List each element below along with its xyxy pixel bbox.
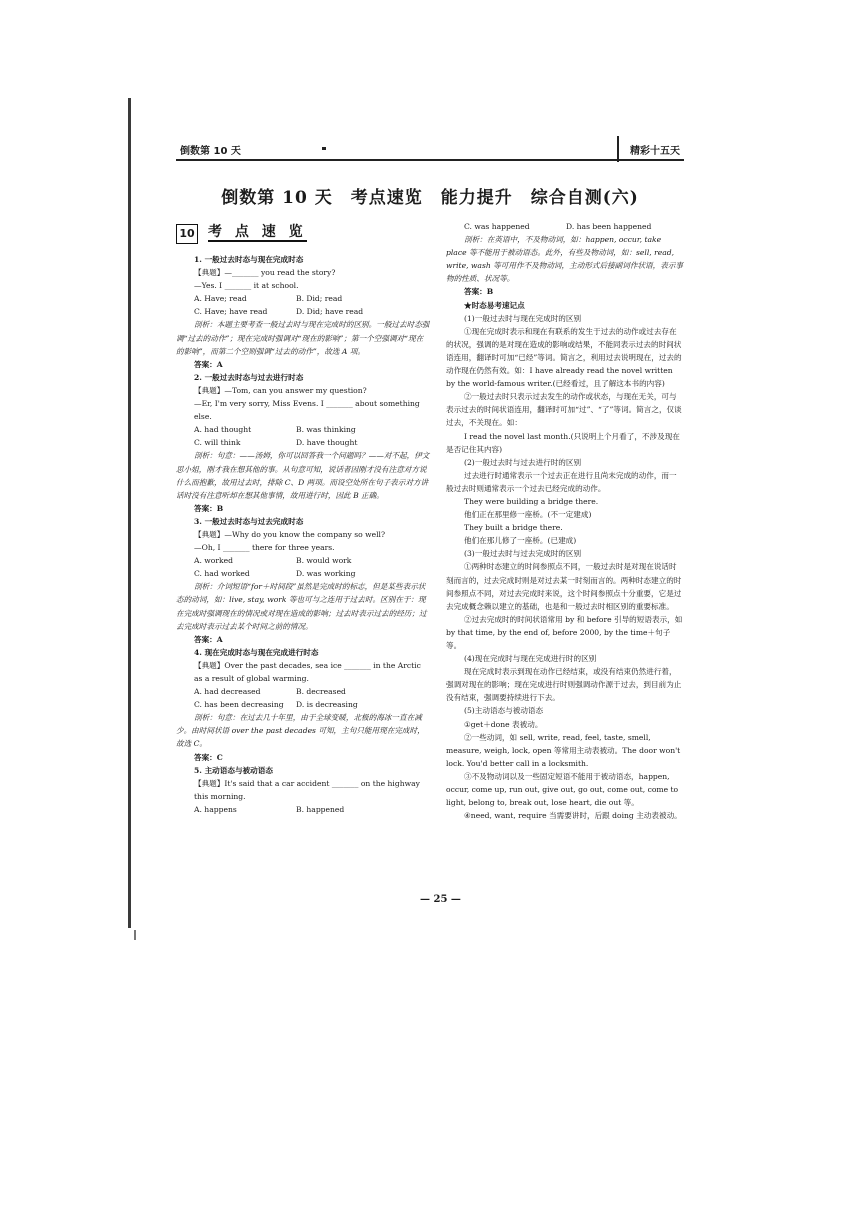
running-header-left: 倒数第 10 天 <box>180 146 241 157</box>
topic-heading: 3. 一般过去时态与过去完成时态 <box>194 516 304 526</box>
answer-options <box>176 685 430 698</box>
note-text: They were building a bridge there. <box>464 496 599 506</box>
left-column <box>176 220 430 816</box>
option-text: C. was happened <box>464 222 530 231</box>
note-text: ②一些动词，如 sell, write, read, feel, taste, smell, measure, weigh, lock, open 等常用主动表被动。The door won't lock. You'd better call in a locksmith. <box>446 732 681 768</box>
note-text: ①现在完成时表示和现在有联系的发生于过去的动作或过去存在的状况，强调的是对现在造成的影响或结果，不能同表示过去的时间状语连用，翻译时可加“已经”等词。简言之，利用过去说明现在，过去的动作现在仍然有效。如：I have already read the novel written by the world-famous writer.(已经看过，且了解这本书的内容) <box>446 326 682 389</box>
note-text: I read the novel last month.(只说明上个月看了，不涉及现在是否记住其内容) <box>446 431 680 454</box>
header-rule <box>176 159 684 161</box>
answer-options <box>176 567 430 580</box>
answer-options <box>176 436 430 449</box>
paragraph: (3)一般过去时与过去完成时的区别 <box>464 549 582 559</box>
option-text: C. has been decreasing <box>194 700 284 710</box>
answer-text: 答案：B <box>194 503 224 513</box>
option-text: B. happened <box>296 804 345 814</box>
analysis-text: 剖析：本题主要考查一般过去时与现在完成时的区别。一般过去时态强调“过去的动作”；现在完成时强调对“现在的影响”；第一个空强调对“现在的影响”，而第二个空则强调“过去的动作”，故选 A 项。 <box>176 320 430 356</box>
answer-options <box>176 292 430 305</box>
paragraph: (5)主动语态与被动语态 <box>464 706 544 716</box>
option-text: A. had thought <box>194 425 252 435</box>
answer-text: 答案：C <box>194 752 223 762</box>
question-stem: 【典题】—Why do you know the company so well? <box>194 529 386 539</box>
question-stem: 【典题】—_______ you read the story? <box>194 268 336 278</box>
topic-heading: 4. 现在完成时态与现在完成进行时态 <box>194 647 319 657</box>
option-text: A. Have; read <box>194 294 247 304</box>
answer-options <box>176 305 430 318</box>
answer-options <box>176 423 430 436</box>
paragraph: (1)一般过去时与现在完成时的区别 <box>464 313 582 323</box>
analysis-text: 剖析：句意：在过去几十年里，由于全球变暖，北极的海冰一直在减少。由时间状语 over the past decades 可知，主句只能用现在完成时，故选 C。 <box>176 713 425 749</box>
topic-heading: 2. 一般过去时态与过去进行时态 <box>194 372 304 382</box>
paragraph: —Oh, I _______ there for three years. <box>194 543 335 553</box>
note-text: 现在完成时表示到现在动作已经结束，或没有结束仍然进行着，强调对现在的影响；现在完成进行时则强调动作源于过去，到目前为止没有结束，强调要持续进行下去。 <box>446 667 682 703</box>
question-stem: 【典题】Over the past decades, sea ice _______ in the Arctic as a result of global warming. <box>194 660 421 683</box>
section-header <box>176 224 430 244</box>
option-text: D. was working <box>296 569 356 579</box>
answer-options <box>176 803 430 816</box>
section-number-badge: 10 <box>176 224 198 244</box>
note-text: 他们正在那里修一座桥。(不一定建成) <box>464 510 592 520</box>
option-text: C. will think <box>194 438 241 448</box>
note-text: 他们在那儿修了一座桥。(已建成) <box>464 536 577 546</box>
option-text: D. has been happened <box>566 222 652 231</box>
option-text: B. would work <box>296 556 352 566</box>
option-text: A. had decreased <box>194 687 261 697</box>
page-title: 倒数第 10 天 考点速览 能力提升 综合自测(六) <box>221 188 639 208</box>
section-title: 考 点 速 览 <box>208 226 307 242</box>
topic-heading: 1. 一般过去时态与现在完成时态 <box>194 255 304 264</box>
header-dot <box>322 147 326 150</box>
answer-text: 答案：A <box>194 634 223 644</box>
analysis-text: 剖析：介词短语“for＋时间段”虽然是完成时的标志，但是某些表示状态的动词，如：live, stay, work 等也可与之连用于过去时。区别在于：现在完成时强调现在的情况或对现在造成的影响；过去时表示过去的经历；过去完成时表示过去某个时间之前的情况。 <box>176 582 427 631</box>
note-text: ④need, want, require 当需要讲时，后跟 doing 主动表被动。 <box>464 811 682 821</box>
scan-mark <box>134 930 136 940</box>
option-text: D. have thought <box>296 438 358 448</box>
answer-options <box>176 698 430 711</box>
subsection-heading: ★时态易考速记点 <box>464 300 525 310</box>
option-text: A. happens <box>194 804 237 814</box>
option-text: B. was thinking <box>296 425 356 435</box>
analysis-text: 剖析：在英语中，不及物动词，如：happen, occur, take place 等不能用于被动语态。此外，有些及物动词，如：sell, read, write, wash 等可用作不及物动词，主动形式后接副词作状语，表示事物的性质、状况等。 <box>446 235 684 284</box>
note-text: ②一般过去时只表示过去发生的动作或状态，与现在无关，可与表示过去的时间状语连用，翻译时可加“过”、“了”等词。简言之，仅谈过去，不关现在。如： <box>446 392 682 428</box>
right-column-body <box>446 220 684 822</box>
paragraph: —Er, I'm very sorry, Miss Evens. I _______ about something else. <box>194 399 420 422</box>
running-header-right: 精彩十五天 <box>630 146 680 157</box>
option-text: B. Did; read <box>296 294 343 304</box>
option-text: C. had worked <box>194 569 250 579</box>
answer-text: 答案：B <box>464 287 494 297</box>
option-text: D. Did; have read <box>296 307 364 317</box>
option-text: C. Have; have read <box>194 307 268 317</box>
answer-options <box>176 554 430 567</box>
note-text: ①两种时态建立的时间参照点不同，一般过去时是对现在说话时刻而言的，过去完成时则是对过去某一时刻而言的。两种时态建立的时间参照点不同，对过去完成时来说，这个时间参照点十分重要，它是过去完成概念赖以建立的基础，也是和一般过去时相区别的重要标准。 <box>446 562 682 611</box>
note-text: ①get＋done 表被动。 <box>464 719 543 729</box>
left-column-body <box>176 253 430 816</box>
question-stem: 【典题】—Tom, can you answer my question? <box>194 385 367 395</box>
answer-options <box>446 220 684 233</box>
question-stem: 【典题】It's said that a car accident _______ on the highway this morning. <box>194 778 420 801</box>
note-text: They built a bridge there. <box>464 523 563 533</box>
paragraph: (4)现在完成时与现在完成进行时的区别 <box>464 654 597 664</box>
topic-heading: 5. 主动语态与被动语态 <box>194 765 273 775</box>
note-text: ③不及物动词以及一些固定短语不能用于被动语态，happen, occur, come up, run out, give out, go out, come out, come to light, belong to, break out, lose heart, die out 等。 <box>446 771 679 808</box>
analysis-text: 剖析：句意：——汤姆，你可以回答我一个问题吗？——对不起，伊文思小姐，刚才我在想其他的事。从句意可知，说话者因刚才没有注意对方说什么而抱歉，故用过去时，排除 C、D 两项。而设空处所在句子表示对方讲话时没有注意听却在想其他事情，故用进行时，因此 B 正确。 <box>176 451 430 500</box>
paragraph: —Yes. I _______ it at school. <box>194 281 299 291</box>
option-text: D. is decreasing <box>296 700 358 710</box>
option-text: B. decreased <box>296 687 346 697</box>
right-column <box>446 220 684 822</box>
option-text: A. worked <box>194 556 233 566</box>
page-number: — 25 — <box>420 894 461 905</box>
scan-edge-line <box>128 98 131 928</box>
note-text: ②过去完成时的时间状语常用 by 和 before 引导的短语表示，如 by that time, by the end of, before 2000, by the time＋句子等。 <box>446 614 683 650</box>
note-text: 过去进行时通常表示一个过去正在进行且尚未完成的动作，而一般过去时则通常表示一个过去已经完成的动作。 <box>446 470 677 493</box>
paragraph: (2)一般过去时与过去进行时的区别 <box>464 457 582 467</box>
answer-text: 答案：A <box>194 359 223 369</box>
